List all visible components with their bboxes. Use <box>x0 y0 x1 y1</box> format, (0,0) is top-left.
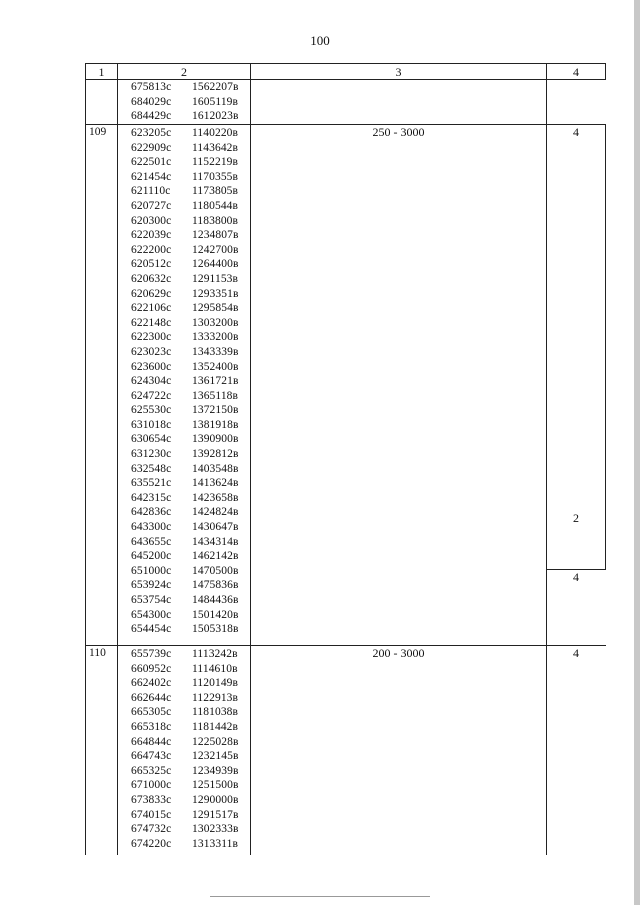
list-item: 620512с <box>131 258 172 271</box>
list-item: 654300с <box>131 608 172 621</box>
row-109-col4-mid: 2 <box>573 511 579 525</box>
list-item: 665325с <box>131 764 172 777</box>
list-item: 643655с <box>131 535 172 548</box>
list-item: 684429с <box>131 110 172 123</box>
list-item: 1475836в <box>192 579 239 592</box>
list-item: 1113242в <box>192 648 238 660</box>
list-item: 664844с <box>131 735 172 748</box>
list-item: 631018с <box>131 418 172 431</box>
list-item: 622501с <box>131 156 172 169</box>
list-item: 665318с <box>131 720 172 733</box>
list-item: 1293351в <box>192 287 239 300</box>
list-item: 1183800в <box>192 214 239 227</box>
continuation-col-c <box>131 80 171 124</box>
list-item: 1365118в <box>192 389 239 402</box>
list-item: 622148с <box>131 316 172 329</box>
col3-right-border <box>546 63 547 855</box>
list-item: 622039с <box>131 229 172 242</box>
list-item: 1234939в <box>192 764 239 777</box>
list-item: 664743с <box>131 750 172 763</box>
list-item: 1434314в <box>192 535 239 548</box>
list-item: 673833с <box>131 793 172 806</box>
list-item: 1152219в <box>192 156 239 169</box>
list-item: 662644с <box>131 691 172 704</box>
list-item: 1232145в <box>192 750 239 763</box>
list-item: 671000с <box>131 779 172 792</box>
list-item: 1501420в <box>192 608 239 621</box>
list-item: 1291153в <box>192 272 239 285</box>
list-item: 1462142в <box>192 550 239 563</box>
list-item: 1114610в <box>192 662 238 675</box>
list-item: 1143642в <box>192 141 239 154</box>
table-right-border-mid <box>605 124 606 570</box>
row-109-col-v <box>192 126 238 637</box>
row-109-top-border <box>85 124 606 125</box>
list-item: 622909с <box>131 141 172 154</box>
row-109-number: 109 <box>89 126 107 138</box>
table-left-border <box>85 63 86 855</box>
list-item: 1430647в <box>192 521 239 534</box>
list-item: 654454с <box>131 623 172 636</box>
list-item: 642315с <box>131 491 172 504</box>
list-item: 623023с <box>131 345 172 358</box>
list-item: 645200с <box>131 550 172 563</box>
list-item: 1343339в <box>192 345 239 358</box>
list-item: 674220с <box>131 837 172 850</box>
list-item: 1392812в <box>192 448 239 461</box>
col2-right-border <box>250 63 251 855</box>
list-item: 1390900в <box>192 433 239 446</box>
row-110-col4: 4 <box>573 646 579 660</box>
list-item: 674015с <box>131 808 172 821</box>
list-item: 1381918в <box>192 418 239 431</box>
list-item: 1605119в <box>192 95 239 108</box>
list-item: 622106с <box>131 302 172 315</box>
list-item: 1352400в <box>192 360 239 373</box>
list-item: 623205с <box>131 127 172 139</box>
list-item: 655739с <box>131 648 172 660</box>
list-item: 1302333в <box>192 823 239 836</box>
header-col-2: 2 <box>181 65 187 79</box>
list-item: 1234807в <box>192 229 239 242</box>
list-item: 1361721в <box>192 375 239 388</box>
list-item: 1505318в <box>192 623 239 636</box>
scan-artifact-line <box>210 896 430 897</box>
list-item: 1122913в <box>192 691 239 704</box>
list-item: 1291517в <box>192 808 239 821</box>
continuation-col-v <box>192 80 238 124</box>
list-item: 1313311в <box>192 837 239 850</box>
list-item: 621454с <box>131 170 172 183</box>
row-110-range: 200 - 3000 <box>372 646 425 660</box>
list-item: 1225028в <box>192 735 239 748</box>
row-109-col4-top: 4 <box>573 125 579 139</box>
list-item: 622300с <box>131 331 172 344</box>
row-109-range: 250 - 3000 <box>372 125 425 139</box>
list-item: 1413624в <box>192 477 239 490</box>
list-item: 631230с <box>131 448 172 461</box>
list-item: 1264400в <box>192 258 239 271</box>
list-item: 622200с <box>131 243 172 256</box>
list-item: 1423658в <box>192 491 239 504</box>
row-109-col4-low: 4 <box>573 570 579 584</box>
list-item: 1181442в <box>192 720 239 733</box>
list-item: 1470500в <box>192 564 239 577</box>
table-right-border <box>605 63 606 79</box>
list-item: 660952с <box>131 662 172 675</box>
list-item: 662402с <box>131 677 172 690</box>
row-109-col-c <box>131 126 171 637</box>
list-item: 620300с <box>131 214 172 227</box>
list-item: 625530с <box>131 404 172 417</box>
page-number: 100 <box>310 33 330 48</box>
list-item: 623600с <box>131 360 172 373</box>
list-item: 642836с <box>131 506 172 519</box>
list-item: 1424824в <box>192 506 239 519</box>
list-item: 632548с <box>131 462 172 475</box>
row-110-top-border <box>85 645 606 646</box>
list-item: 653754с <box>131 594 172 606</box>
list-item: 684029с <box>131 95 172 108</box>
list-item: 624722с <box>131 389 172 402</box>
list-item: 620727с <box>131 199 172 212</box>
list-item: 1612023в <box>192 110 239 123</box>
list-item: 674732с <box>131 823 172 836</box>
list-item: 643300с <box>131 521 172 534</box>
list-item: 651000с <box>131 564 172 577</box>
row-110-number: 110 <box>89 647 106 659</box>
list-item: 620632с <box>131 272 172 285</box>
row-110-col-c <box>131 647 171 851</box>
list-item: 653924с <box>131 579 172 592</box>
list-item: 675813с <box>131 81 172 93</box>
col1-right-border <box>117 63 118 855</box>
list-item: 1251500в <box>192 779 239 792</box>
list-item: 1173805в <box>192 185 239 198</box>
list-item: 665305с <box>131 706 172 719</box>
list-item: 1295854в <box>192 302 239 315</box>
list-item: 635521с <box>131 477 172 490</box>
list-item: 1484436в <box>192 594 239 606</box>
header-col-3: 3 <box>395 65 402 79</box>
row-110-col-v <box>192 647 238 851</box>
header-col-4: 4 <box>573 65 579 79</box>
list-item: 1181038в <box>192 706 239 719</box>
list-item: 1290000в <box>192 793 239 806</box>
list-item: 1180544в <box>192 199 239 212</box>
list-item: 624304с <box>131 375 172 388</box>
table-top-border <box>85 63 606 64</box>
list-item: 630654с <box>131 433 172 446</box>
list-item: 1372150в <box>192 404 239 417</box>
list-item: 1140220в <box>192 127 239 139</box>
list-item: 1333200в <box>192 331 239 344</box>
list-item: 1303200в <box>192 316 239 329</box>
list-item: 620629с <box>131 287 172 300</box>
list-item: 1242700в <box>192 243 239 256</box>
list-item: 1403548в <box>192 462 239 475</box>
list-item: 621110с <box>131 185 171 198</box>
list-item: 1562207в <box>192 81 239 93</box>
header-col-1: 1 <box>98 65 105 79</box>
list-item: 1170355в <box>192 170 239 183</box>
scan-edge-shadow <box>634 0 640 905</box>
list-item: 1120149в <box>192 677 239 690</box>
